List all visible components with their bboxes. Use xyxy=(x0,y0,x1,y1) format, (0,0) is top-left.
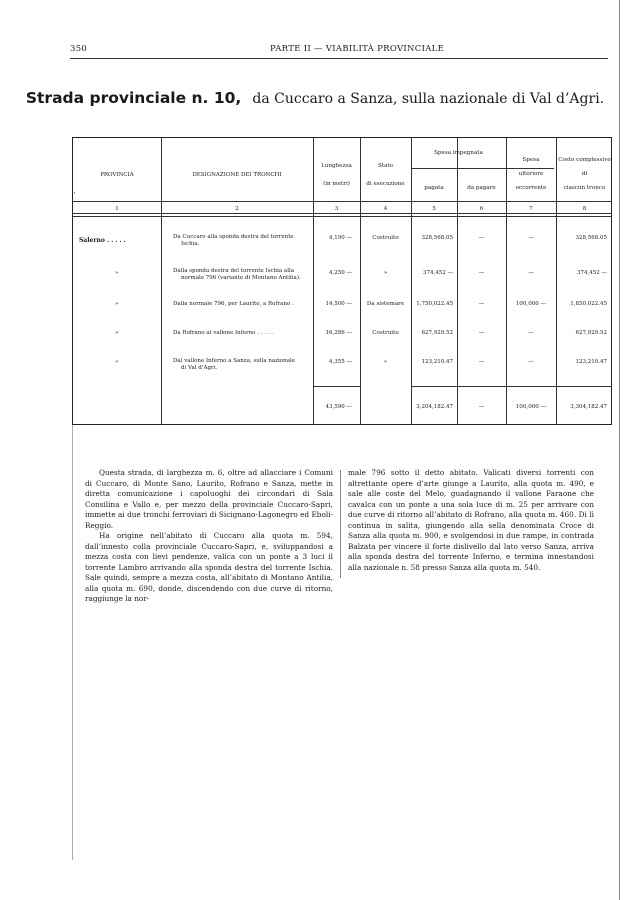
row-provincia: Salerno . . . . . xyxy=(79,237,126,244)
row-costo: 123,210.47 xyxy=(575,359,607,365)
header-provincia: PROVINCIA xyxy=(100,172,134,178)
row-designazione-line2: Ischia. xyxy=(181,241,200,247)
title-tail: da Cuccaro a Sanza, sulla nazionale di Val d’Agri. xyxy=(252,91,605,107)
header-da-pagare: da pagare xyxy=(467,185,496,191)
spesa-group-rule xyxy=(411,168,554,169)
col-number: 6 xyxy=(479,206,484,212)
row-ulteriore: — xyxy=(528,359,534,365)
title-lead: Strada provinciale n. 10, xyxy=(25,89,242,107)
paragraph: male 796 sotto il detto abitato. Valicati diversi torrenti con altrettante opere d’arte giunge a Laurito, alla quota m. 490, e sale alle coste del Melo, guadagnando il vallone Faraone che cavalca con un ponte a una sola luce di m. 25 per arrivare con due curve di ritorno all’abitato di Rofrano, alla quota m. 460. Di lì continua in salita, giungendo alla sella denominata Croce di Sanza alla quota m. 900, e svolgendosi in due rampe, in contrada Balzata per vincere il forte dislivello dal lato verso Sanza, arriva alla sponda destra del torrente Inferno, e termina innestandosi alla nazionale n. 58 presso Sanza alla quota m. 540. xyxy=(348,468,594,572)
row-designazione-line1: Dalla sponda destra del torrente Ischia alla xyxy=(173,268,294,274)
total-da-pagare: — xyxy=(478,404,485,410)
row-pagata: 123,210.47 xyxy=(421,359,453,365)
header-costo-3: ciascun tronco xyxy=(563,185,606,191)
row-designazione-line1: Dal vallone Inferno a Sanza, sulla nazionale xyxy=(173,358,296,364)
row-da-pagare: — xyxy=(478,330,485,336)
header-lunghezza-unit: (in metri) xyxy=(323,181,350,187)
total-ulteriore: 100,000 — xyxy=(515,404,547,410)
header-stato-sub: di esecuzione xyxy=(366,181,405,187)
description-column-right xyxy=(348,468,594,573)
header-pagata: pagata xyxy=(424,185,444,191)
row-pagata: 328,568.05 xyxy=(421,235,453,241)
col-divider xyxy=(161,138,162,424)
col-number: 4 xyxy=(383,206,388,212)
col-divider xyxy=(411,138,412,424)
header-spesa-3: occorrente xyxy=(515,185,547,191)
row-designazione-line1: Da Rofrano al vallone Inferno . . . . . xyxy=(173,330,273,336)
row-stato: Costruito xyxy=(372,330,399,336)
description-column-left xyxy=(85,468,333,605)
header-spesa-2: ulteriore xyxy=(518,171,544,177)
row-lunghezza: 4,355 — xyxy=(329,359,352,365)
row-da-pagare: — xyxy=(478,359,485,365)
row-pagata: 1,750,022.45 xyxy=(416,301,453,307)
header-lunghezza: Lunghezza xyxy=(321,163,352,169)
row-costo: 328,568.05 xyxy=(575,235,607,241)
row-da-pagare: — xyxy=(478,301,485,307)
row-pagata: 374,452 — xyxy=(423,270,453,276)
index-row-rule xyxy=(73,213,611,214)
row-costo: 1,850,022.45 xyxy=(570,301,607,307)
row-ulteriore: 100,000 — xyxy=(515,301,547,307)
row-lunghezza: 16,286 — xyxy=(325,330,352,336)
row-stato: » xyxy=(383,359,388,365)
margin-mark: ˙ xyxy=(72,192,77,203)
index-row-rule xyxy=(73,216,611,217)
page-header xyxy=(70,44,610,58)
row-ulteriore: — xyxy=(528,330,534,336)
total-lunghezza: 43,590 — xyxy=(325,404,352,410)
row-designazione-line2: di Val d’Agri. xyxy=(181,365,218,371)
row-da-pagare: — xyxy=(478,270,485,276)
col-number: 2 xyxy=(235,206,239,212)
row-lunghezza: 4,190 — xyxy=(329,235,352,241)
header-spesa-1: Spesa xyxy=(522,157,540,163)
col-number: 5 xyxy=(432,206,436,212)
header-costo-2: di xyxy=(581,171,588,177)
row-provincia: » xyxy=(115,359,119,365)
running-title: PARTE II — VIABILITÀ PROVINCIALE xyxy=(270,44,445,54)
row-provincia: » xyxy=(115,270,119,276)
paragraph: Ha origine nell’abitato di Cuccaro alla quota m. 594, dall’innesto colla provinciale Cuccaro-Sapri, e, sviluppandosi a mezza costa con lievi pendenze, valica con un ponte a 3 luci il torrente Lambro arrivando alla sponda destra del torrente Ischia. Sale quindi, sempre a mezza costa, all’abitato di Montano Antilia, alla quota m. 690, donde, discendendo con due curve di ritorno, raggiunge la nor- xyxy=(85,531,333,603)
row-provincia: » xyxy=(115,330,119,336)
col-number: 8 xyxy=(582,206,587,212)
road-title xyxy=(0,88,630,107)
page-edge-line xyxy=(619,0,620,900)
row-costo: 627,929.52 xyxy=(575,330,607,336)
row-pagata: 627,929.52 xyxy=(421,330,453,336)
left-margin-line xyxy=(72,420,73,860)
total-costo: 3,304,182.47 xyxy=(570,404,607,410)
row-designazione-line1: Dalla normale 796, per Laurito, a Rofrano . xyxy=(173,301,294,307)
row-designazione-line2: normale 796 (variante di Montano Antilia). xyxy=(181,275,301,281)
row-lunghezza: 4,250 — xyxy=(329,270,352,276)
row-provincia: » xyxy=(115,301,119,307)
row-ulteriore: — xyxy=(528,270,534,276)
sum-rule xyxy=(313,386,360,387)
header-designazione: DESIGNAZIONE DEI TRONCHI xyxy=(192,172,282,178)
row-costo: 374,452 — xyxy=(577,270,607,276)
road-sections-table xyxy=(72,137,612,425)
col-number: 7 xyxy=(529,206,533,212)
row-designazione-line1: Da Cuccaro alla sponda destra del torrente xyxy=(173,234,294,240)
header-spesa-impegnata: Spesa impegnata xyxy=(434,150,483,156)
header-rule xyxy=(70,58,608,59)
row-lunghezza: 14,500 — xyxy=(325,301,352,307)
sum-rule xyxy=(411,386,611,387)
row-stato: » xyxy=(383,270,388,276)
header-costo-1: Costo complessivo xyxy=(558,157,611,163)
header-stato: Stato xyxy=(377,163,394,169)
col-divider xyxy=(556,138,557,424)
col-divider xyxy=(457,138,458,424)
row-stato: Da sistemare xyxy=(366,301,405,307)
col-divider xyxy=(506,138,507,424)
paragraph: Questa strada, di larghezza m. 6, oltre ad allacciare i Comuni di Cuccaro, di Monte Sano, Laurito, Rofrano e Sanza, mette in diretta comunicazione i capoluoghi dei circondari di Sala Consilina e Vallo e, per mezzo della provinciale Cuccaro-Sapri, immette ai due tronchi ferroviari di Sicignano-Lagonegro ed Eboli-Reggio. xyxy=(85,468,333,530)
header-bottom-rule xyxy=(73,201,611,202)
page-number: 350 xyxy=(70,44,88,54)
row-da-pagare: — xyxy=(478,235,485,241)
row-stato: Costruito xyxy=(372,235,399,241)
total-pagata: 3,204,182.47 xyxy=(416,404,453,410)
row-ulteriore: — xyxy=(528,235,534,241)
column-divider xyxy=(340,470,341,578)
col-number: 1 xyxy=(115,206,119,212)
col-number: 3 xyxy=(334,206,339,212)
